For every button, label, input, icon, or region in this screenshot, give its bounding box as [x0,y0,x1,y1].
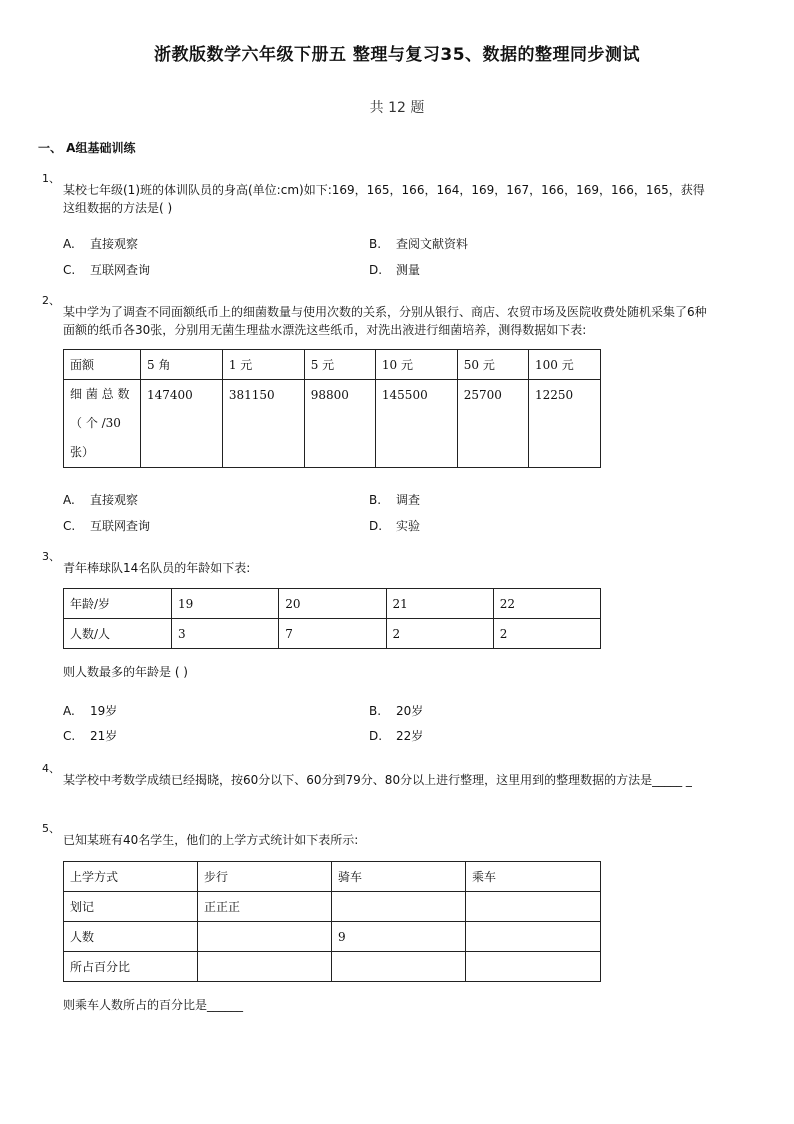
option-text: 互联网查询 [90,263,151,277]
question-number: 5、 [42,822,60,835]
option-c[interactable] [63,261,150,278]
question-text: 某中学为了调查不同面额纸币上的细菌数量与使用次数的关系，分别从银行、商店、农贸市场及医院收费处随机采集了6种面额的纸币各30张，分别用无菌生理盐水漂洗这些纸币，对洗出液进行细菌培养，测得数据如下表: [63,305,707,337]
option-letter: B. [369,493,382,507]
table-cell: 145500 [375,380,457,468]
option-letter: D. [369,263,383,277]
table-header-cell: 1 元 [222,350,304,380]
option-letter: C. [63,519,76,533]
option-text: 实验 [396,519,421,533]
option-letter: C. [63,263,76,277]
bacteria-table [63,349,601,468]
option-d[interactable] [369,727,423,744]
question-count: 共 12 题 [369,100,425,116]
table-cell: 正正正 [198,892,332,922]
table-cell: 所占百分比 [64,952,198,982]
table-cell: 人数 [64,922,198,952]
table-cell [466,952,601,982]
table-cell [198,952,332,982]
question-text: 某校七年级(1)班的体训队员的身高(单位:cm)如下:169，165，166，164，169，167，166，169，166，165，获得这组数据的方法是( ) [63,183,705,215]
commute-table [63,861,601,982]
option-c[interactable] [63,517,150,534]
option-text: 19岁 [90,704,118,718]
option-letter: D. [369,729,383,743]
option-letter: A. [63,493,75,507]
table-cell: 12250 [528,380,600,468]
option-c[interactable] [63,727,117,744]
table-cell [332,892,466,922]
option-b[interactable] [369,702,423,719]
table-header-cell: 100 元 [528,350,600,380]
option-letter: A. [63,704,75,718]
table-cell: 3 [172,619,279,649]
table-cell [466,892,601,922]
option-letter: D. [369,519,383,533]
option-a[interactable] [63,235,138,252]
table-cell: 7 [279,619,386,649]
table-cell: 年龄/岁 [64,589,172,619]
table-cell: 21 [386,589,493,619]
option-text: 调查 [396,493,421,507]
question-followup: 则人数最多的年龄是 ( ) [63,665,188,679]
table-cell: 98800 [304,380,375,468]
table-cell: 2 [493,619,600,649]
option-a[interactable] [63,702,117,719]
table-header-cell: 10 元 [375,350,457,380]
table-cell [466,922,601,952]
table-header-cell: 面额 [64,350,141,380]
table-cell: 骑车 [332,862,466,892]
option-text: 查阅文献资料 [396,237,469,251]
option-d[interactable] [369,517,420,534]
table-cell: 乘车 [466,862,601,892]
row-label-cell [64,380,141,468]
table-cell: 划记 [64,892,198,922]
page-title: 浙教版数学六年级下册五 整理与复习35、数据的整理同步测试 [153,45,641,65]
option-text: 21岁 [90,729,118,743]
option-text: 互联网查询 [90,519,151,533]
table-cell [198,922,332,952]
question-number: 4、 [42,762,60,775]
table-cell: 2 [386,619,493,649]
option-a[interactable] [63,491,138,508]
question-number: 1、 [42,172,60,185]
table-cell: 步行 [198,862,332,892]
question-number: 2、 [42,294,60,307]
question-number: 3、 [42,550,60,563]
table-cell: 381150 [222,380,304,468]
table-cell: 19 [172,589,279,619]
table-header-cell: 50 元 [457,350,528,380]
table-cell: 上学方式 [64,862,198,892]
table-cell: 25700 [457,380,528,468]
age-table [63,588,601,649]
row-label-line: 细 菌 总 数 [70,387,130,401]
option-letter: A. [63,237,75,251]
option-text: 直接观察 [90,493,139,507]
option-text: 测量 [396,263,421,277]
table-cell: 20 [279,589,386,619]
question-text: 青年棒球队14名队员的年龄如下表: [63,561,251,575]
option-text: 20岁 [396,704,424,718]
option-text: 直接观察 [90,237,139,251]
option-b[interactable] [369,235,468,252]
option-letter: B. [369,704,382,718]
row-label-line: （ 个 /30 [70,416,121,430]
question-text: 已知某班有40名学生，他们的上学方式统计如下表所示: [63,833,359,847]
row-label-line: 张） [70,445,95,459]
section-heading: 一、 A组基础训练 [38,141,136,155]
option-letter: B. [369,237,382,251]
option-d[interactable] [369,261,420,278]
option-b[interactable] [369,491,420,508]
question-followup: 则乘车人数所占的百分比是______ [63,998,244,1012]
table-cell: 人数/人 [64,619,172,649]
question-text: 某学校中考数学成绩已经揭晓，按60分以下、60分到79分、80分以上进行整理，这里用到的整理数据的方法是_____ _ [63,773,692,787]
table-cell [332,952,466,982]
table-header-cell: 5 元 [304,350,375,380]
option-text: 22岁 [396,729,424,743]
table-cell: 9 [332,922,466,952]
table-cell: 22 [493,589,600,619]
table-cell: 147400 [141,380,223,468]
table-header-cell: 5 角 [141,350,223,380]
option-letter: C. [63,729,76,743]
